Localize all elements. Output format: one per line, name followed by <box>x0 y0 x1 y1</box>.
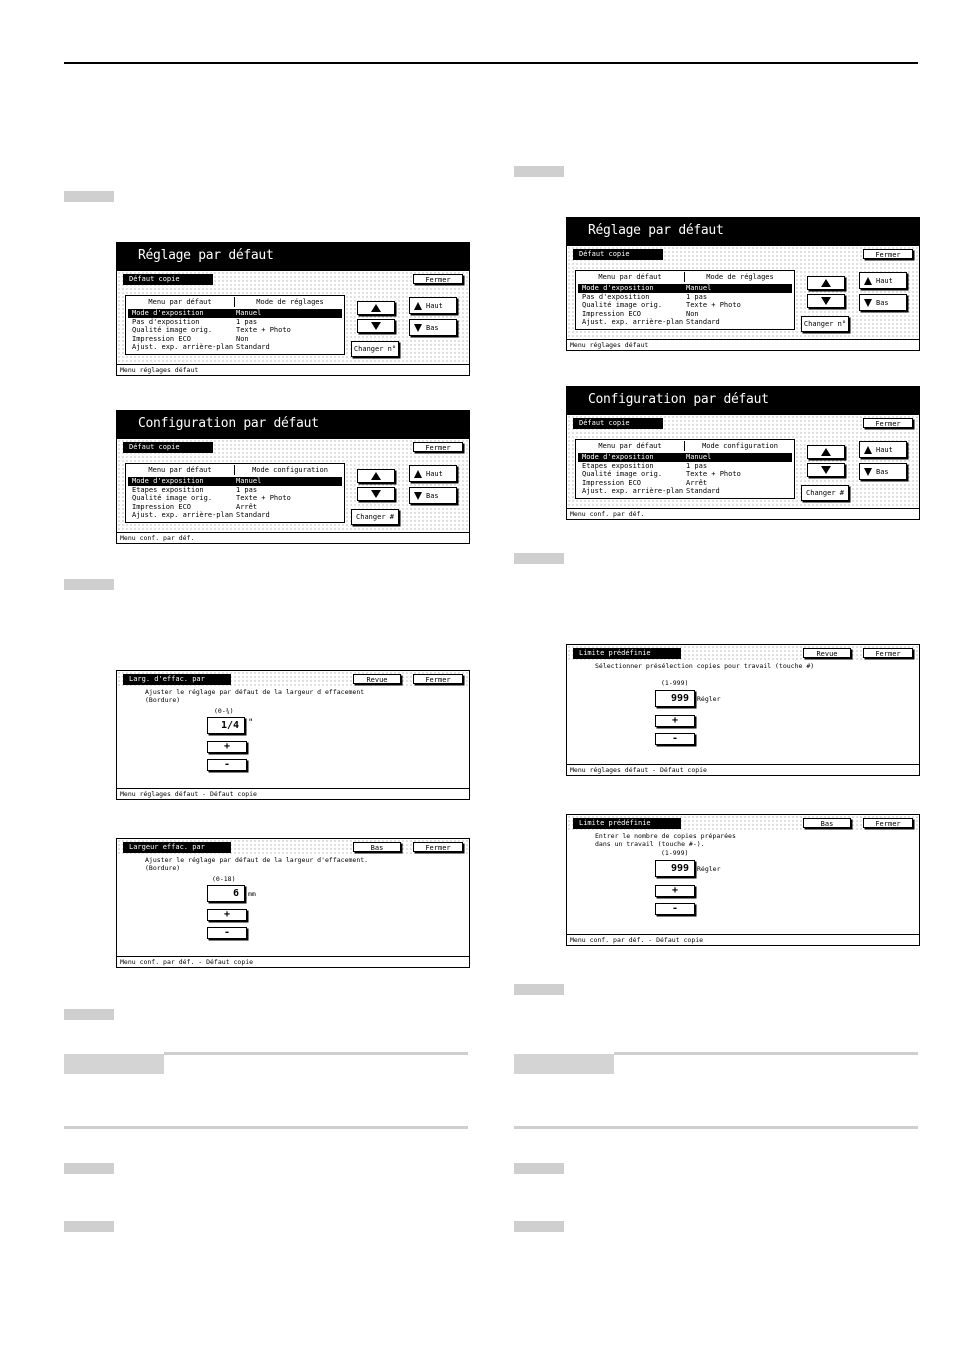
back-button[interactable]: Bas <box>353 842 401 852</box>
status-bar: Menu conf. par déf. - Défaut copie <box>117 956 469 967</box>
settings-panel <box>566 245 920 351</box>
bottom-button[interactable]: Bas <box>859 463 907 480</box>
change-button[interactable]: Changer # <box>801 485 849 501</box>
close-button[interactable]: Fermer <box>413 442 463 452</box>
step-marker <box>64 1009 114 1020</box>
scroll-up-button[interactable] <box>357 469 395 483</box>
close-button[interactable]: Fermer <box>863 648 913 658</box>
instruction-line: Ajuster le réglage par défaut de la largeur d effacement <box>145 688 365 696</box>
arrow-up-icon <box>371 304 381 312</box>
arrow-down-icon <box>414 324 422 332</box>
list-item[interactable]: Qualité image orig. Texte + Photo <box>582 470 741 479</box>
step-marker <box>514 166 564 177</box>
unit-label: " <box>248 718 254 728</box>
panel-tab: Largeur effac. par défaut <box>123 842 231 853</box>
settings-panel <box>116 270 470 376</box>
unit-label: Régler <box>697 865 721 873</box>
settings-panel <box>116 438 470 544</box>
list-item[interactable]: Qualité image orig. Texte + Photo <box>132 326 291 335</box>
list-item[interactable]: Ajust. exp. arrière-plan Standard <box>132 511 270 520</box>
scroll-up-button[interactable] <box>357 301 395 315</box>
arrow-down-icon <box>864 299 872 307</box>
minus-button[interactable]: - <box>207 759 247 771</box>
arrow-up-icon <box>821 448 831 456</box>
back-button[interactable]: Revue <box>353 674 401 684</box>
list-header-mode: Mode configuration <box>252 466 328 474</box>
instruction-line: dans un travail (touche #-). <box>595 840 705 848</box>
list-item[interactable]: Impression ECO Arrêt <box>582 478 708 487</box>
list-item[interactable]: Ajust. exp. arrière-plan Standard <box>582 487 720 496</box>
list-header-mode: Mode de réglages <box>256 298 324 306</box>
list-header-menu: Menu par défaut <box>148 466 212 474</box>
top-button[interactable]: Haut <box>859 272 907 289</box>
list-header-menu: Menu par défaut <box>148 298 212 306</box>
close-button[interactable]: Fermer <box>863 818 913 828</box>
arrow-down-icon <box>821 466 831 474</box>
tab-default-copy[interactable]: Défaut copie <box>573 249 663 260</box>
screen-title: Configuration par défaut <box>116 410 470 438</box>
status-bar: Menu conf. par déf. <box>117 532 469 543</box>
list-header-separator <box>234 465 235 475</box>
arrow-up-icon <box>864 446 872 454</box>
arrow-down-icon <box>821 297 831 305</box>
list-item[interactable]: Mode d'exposition Manuel <box>128 309 342 318</box>
settings-list <box>575 270 795 330</box>
step-marker <box>64 1163 114 1174</box>
bottom-button[interactable]: Bas <box>409 319 457 336</box>
arrow-up-icon <box>414 470 422 478</box>
back-button[interactable]: Bas <box>803 818 851 828</box>
preset-limit-panel <box>566 644 920 776</box>
scroll-down-button[interactable] <box>357 319 395 333</box>
minus-button[interactable]: - <box>655 733 695 745</box>
range-label: (0-¾) <box>214 707 234 715</box>
erase-width-panel <box>116 670 470 800</box>
status-bar: Menu conf. par déf. - Défaut copie <box>567 934 919 945</box>
scroll-up-button[interactable] <box>807 276 845 290</box>
tab-default-copy[interactable]: Défaut copie <box>123 442 213 453</box>
list-header-separator <box>234 297 235 307</box>
close-button[interactable]: Fermer <box>413 674 463 684</box>
list-header-mode: Mode de réglages <box>706 273 774 281</box>
status-bar: Menu réglages défaut <box>117 364 469 375</box>
change-button[interactable]: Changer # <box>351 509 399 525</box>
panel-tab: Larg. d'effac. par défaut <box>123 674 231 685</box>
close-button[interactable]: Fermer <box>863 418 913 428</box>
screen-title: Réglage par défaut <box>566 217 920 245</box>
value-display: 6 <box>207 885 245 902</box>
instruction-line: (Bordure) <box>145 696 181 704</box>
status-bar: Menu réglages défaut - Défaut copie <box>567 764 919 775</box>
scroll-up-button[interactable] <box>807 445 845 459</box>
section-rule <box>64 1126 468 1129</box>
value-display: 999 <box>655 860 695 877</box>
plus-button[interactable]: + <box>207 909 247 921</box>
arrow-up-icon <box>821 279 831 287</box>
step-marker <box>514 1221 564 1232</box>
arrow-down-icon <box>864 468 872 476</box>
minus-button[interactable]: - <box>655 903 695 915</box>
screen-title: Configuration par défaut <box>566 386 920 414</box>
scroll-down-button[interactable] <box>807 463 845 477</box>
step-marker <box>514 984 564 995</box>
panel-tab: Limite prédéfinie <box>573 818 681 829</box>
list-item[interactable]: Impression ECO Non <box>132 334 249 343</box>
step-marker <box>64 1221 114 1232</box>
status-bar: Menu réglages défaut - Défaut copie <box>117 788 469 799</box>
list-item[interactable]: Qualité image orig. Texte + Photo <box>132 494 291 503</box>
list-header-menu: Menu par défaut <box>598 442 662 450</box>
change-button[interactable]: Changer n° <box>801 316 849 332</box>
instruction-line: (Bordure) <box>145 864 181 872</box>
range-label: (1-999) <box>661 849 689 857</box>
back-button[interactable]: Revue <box>803 648 851 658</box>
list-item[interactable]: Qualité image orig. Texte + Photo <box>582 301 741 310</box>
instruction-line: Ajuster le réglage par défaut de la largeur d'effacement. <box>145 856 369 864</box>
plus-button[interactable]: + <box>207 741 247 753</box>
arrow-up-icon <box>371 472 381 480</box>
step-marker <box>514 1163 564 1174</box>
value-display: 1/4 <box>207 717 245 734</box>
settings-list <box>575 439 795 499</box>
list-item[interactable]: Ajust. exp. arrière-plan Standard <box>132 343 270 352</box>
scroll-down-button[interactable] <box>357 487 395 501</box>
plus-button[interactable]: + <box>655 885 695 897</box>
list-item[interactable]: Mode d'exposition Manuel <box>578 284 792 293</box>
list-item[interactable]: Impression ECO Non <box>582 309 699 318</box>
list-header-separator <box>684 272 685 282</box>
erase-width-panel <box>116 838 470 968</box>
section-rule <box>164 1052 468 1055</box>
range-label: (0-18) <box>212 875 236 883</box>
bottom-button[interactable]: Bas <box>859 294 907 311</box>
change-button[interactable]: Changer n° <box>351 341 399 357</box>
section-marker <box>514 1054 614 1074</box>
preset-limit-panel <box>566 814 920 946</box>
screen-title: Réglage par défaut <box>116 242 470 270</box>
list-item[interactable]: Etapes exposition 1 pas <box>582 461 708 470</box>
section-rule <box>614 1052 918 1055</box>
plus-button[interactable]: + <box>655 715 695 727</box>
tab-default-copy[interactable]: Défaut copie <box>123 274 213 285</box>
close-button[interactable]: Fermer <box>863 249 913 259</box>
range-label: (1-999) <box>661 679 689 687</box>
tab-default-copy[interactable]: Défaut copie <box>573 418 663 429</box>
header-rule <box>64 62 918 64</box>
value-display: 999 <box>655 690 695 707</box>
arrow-down-icon <box>371 490 381 498</box>
settings-list <box>125 463 345 523</box>
list-item[interactable]: Ajust. exp. arrière-plan Standard <box>582 318 720 327</box>
section-marker <box>64 1054 164 1074</box>
close-button[interactable]: Fermer <box>413 274 463 284</box>
bottom-button[interactable]: Bas <box>409 487 457 504</box>
list-header-menu: Menu par défaut <box>598 273 662 281</box>
minus-button[interactable]: - <box>207 927 247 939</box>
arrow-down-icon <box>414 492 422 500</box>
section-rule <box>514 1126 918 1129</box>
list-header-mode: Mode configuration <box>702 442 778 450</box>
unit-label: Régler <box>697 695 721 703</box>
list-item[interactable]: Mode d'exposition Manuel <box>128 477 342 486</box>
list-header-separator <box>684 441 685 451</box>
arrow-down-icon <box>371 322 381 330</box>
panel-tab: Limite prédéfinie <box>573 648 681 659</box>
status-bar: Menu réglages défaut <box>567 339 919 350</box>
settings-list <box>125 295 345 355</box>
unit-label: mm <box>248 890 256 898</box>
list-item[interactable]: Mode d'exposition Manuel <box>578 453 792 462</box>
step-marker <box>64 579 114 590</box>
scroll-down-button[interactable] <box>807 294 845 308</box>
arrow-up-icon <box>864 277 872 285</box>
top-button[interactable]: Haut <box>409 297 457 314</box>
status-bar: Menu conf. par déf. <box>567 508 919 519</box>
instruction-line: Entrer le nombre de copies préparées <box>595 832 736 840</box>
step-marker <box>514 553 564 564</box>
step-marker <box>64 191 114 202</box>
list-item[interactable]: Pas d'exposition 1 pas <box>132 317 258 326</box>
arrow-up-icon <box>414 302 422 310</box>
list-item[interactable]: Etapes exposition 1 pas <box>132 485 258 494</box>
settings-panel <box>566 414 920 520</box>
top-button[interactable]: Haut <box>409 465 457 482</box>
instruction-line: Sélectionner présélection copies pour travail (touche #) <box>595 662 815 670</box>
close-button[interactable]: Fermer <box>413 842 463 852</box>
list-item[interactable]: Pas d'exposition 1 pas <box>582 292 708 301</box>
list-item[interactable]: Impression ECO Arrêt <box>132 502 258 511</box>
top-button[interactable]: Haut <box>859 441 907 458</box>
